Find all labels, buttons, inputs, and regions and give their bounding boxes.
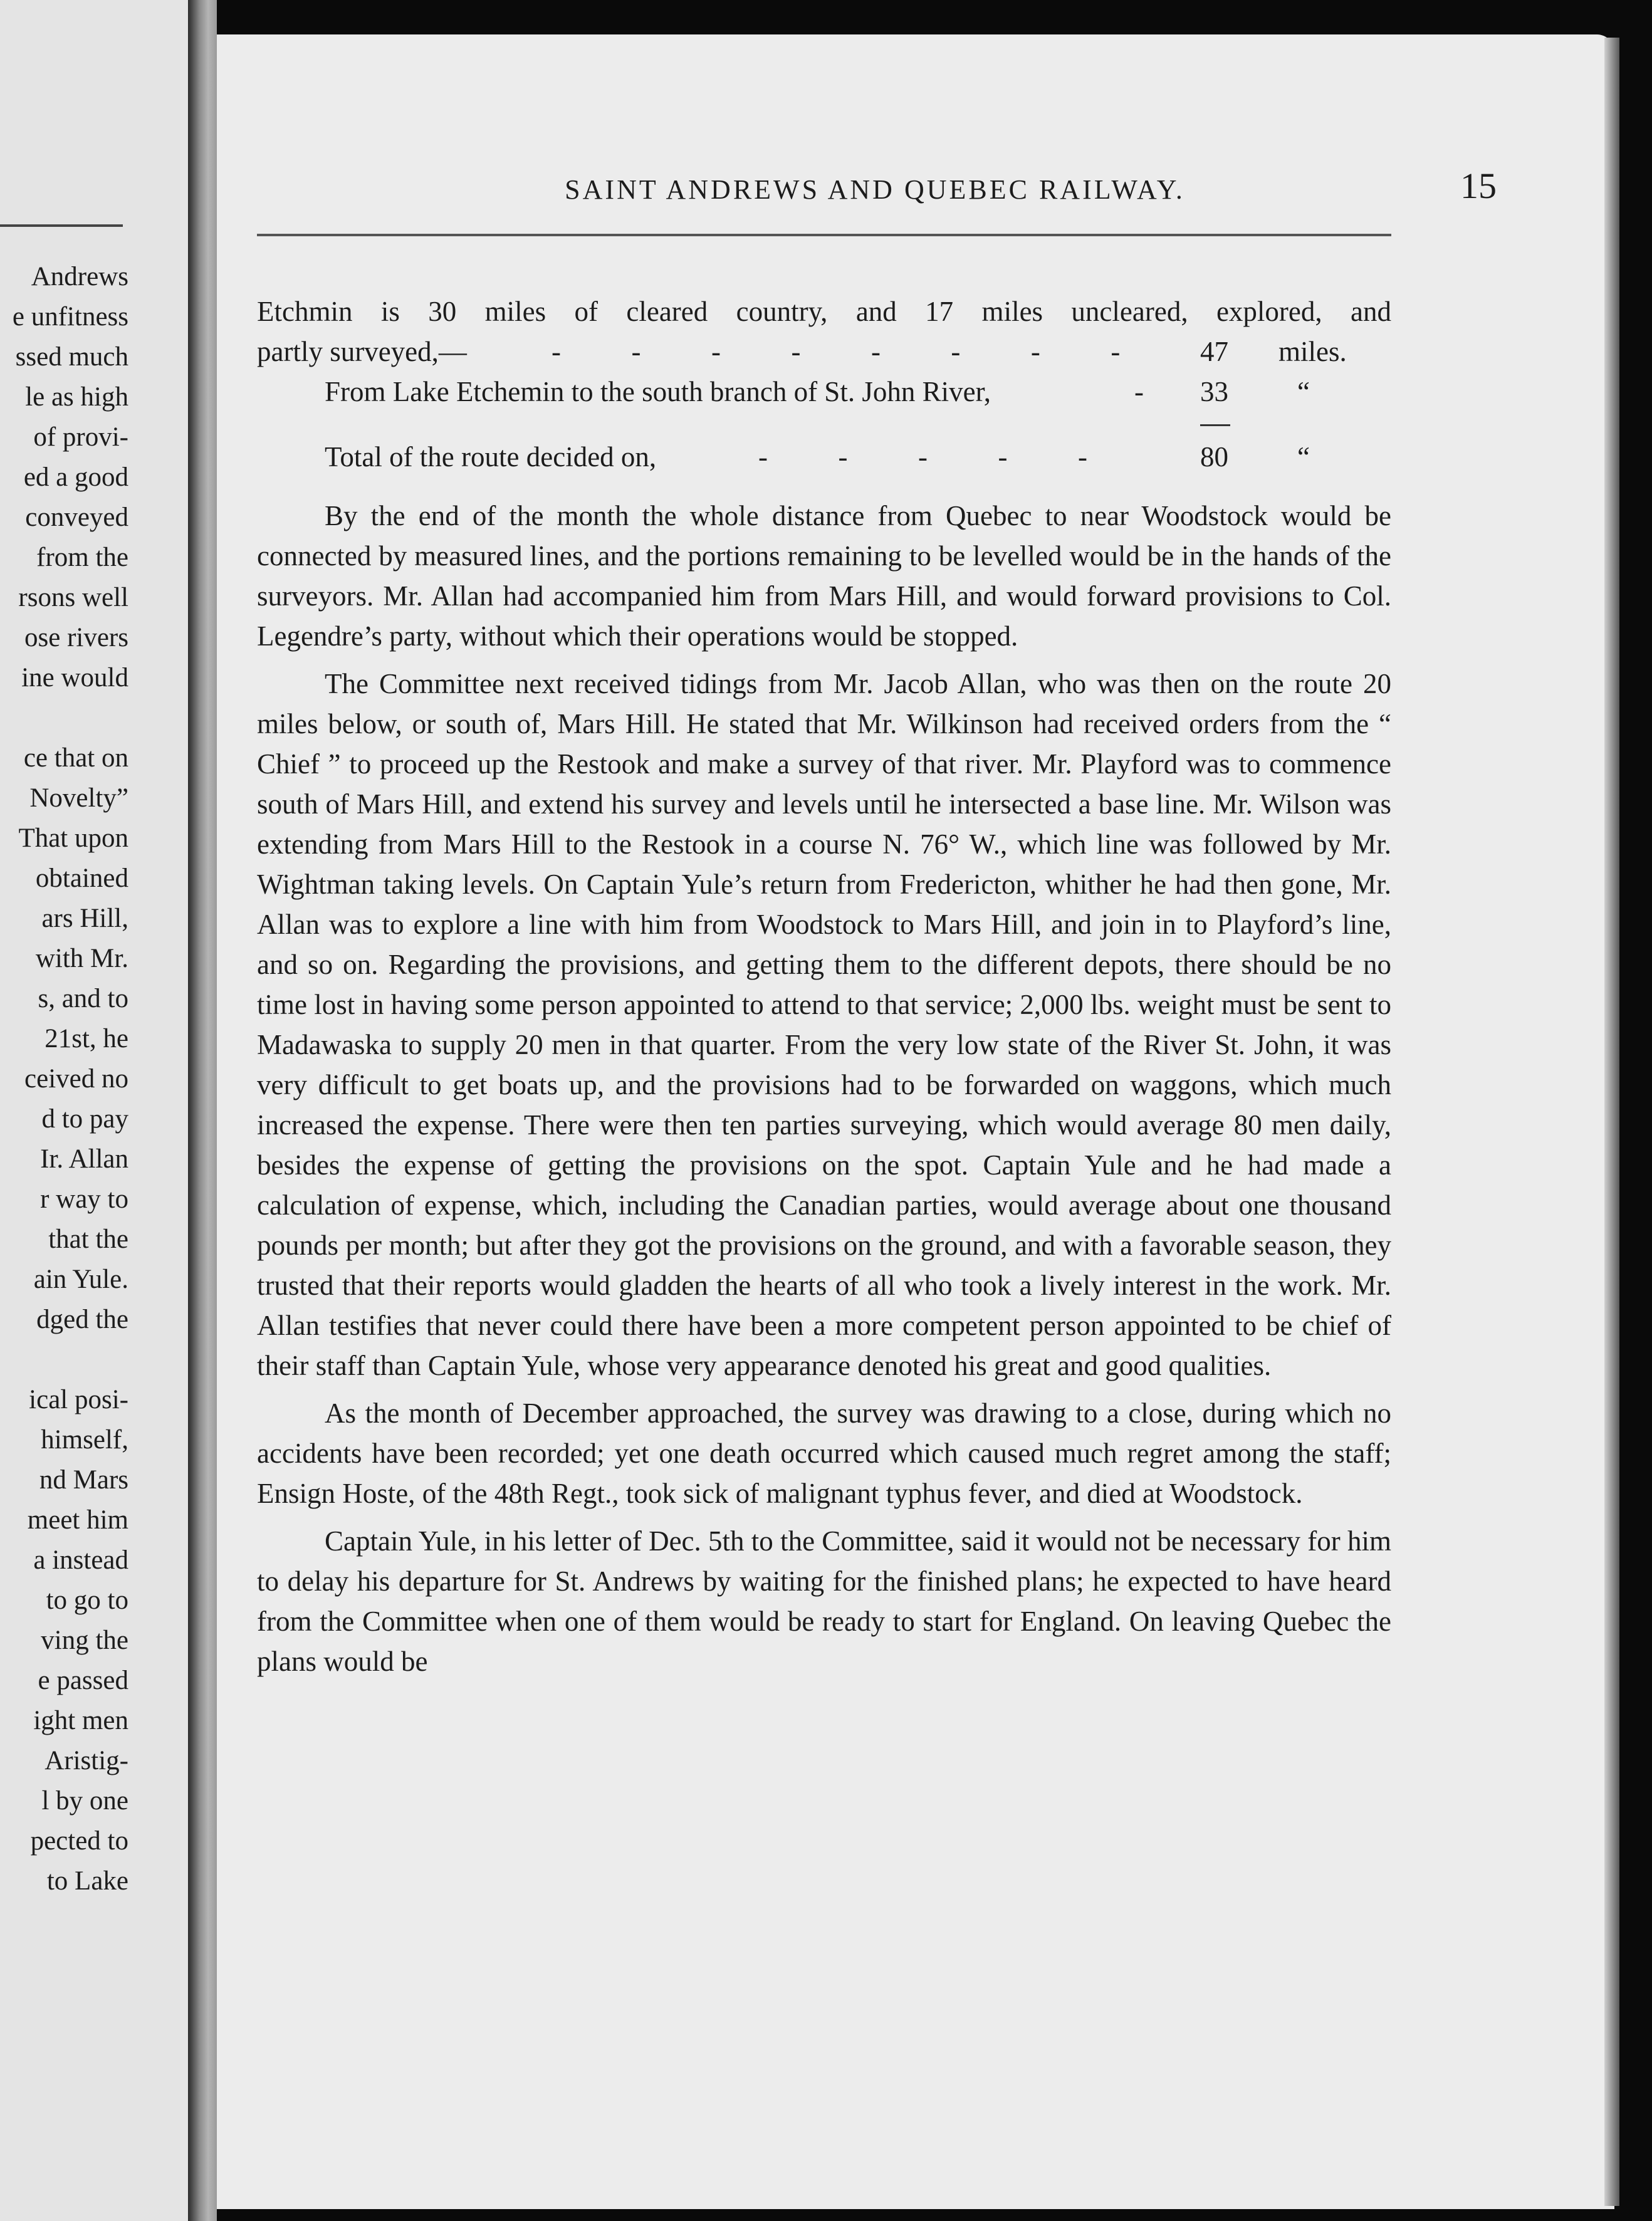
previous-page-line: That upon [18, 823, 128, 853]
previous-page-line: ars Hill, [41, 904, 128, 933]
previous-page-line: to go to [46, 1586, 128, 1615]
row-unit: “ [1297, 376, 1310, 407]
previous-page-line: Ir. Allan [40, 1144, 128, 1174]
paragraph: By the end of the month the whole distance from Quebec to near Woodstock would be connected by measured lines, and the portions remaining to be levelled would be in the hands of the surveyors. Mr. Allan had accompanied him from Mars Hill, and would forward provisions to Col. Legendre’s party, without which their operations would be stopped. [257, 500, 1391, 652]
previous-page-text [0, 257, 128, 1901]
leader-dots: - [1134, 376, 1144, 407]
previous-page-line: himself, [41, 1425, 128, 1455]
row-label: Total of the route decided on, [325, 441, 657, 473]
previous-page-line: obtained [35, 864, 128, 893]
previous-page-line: dged the [36, 1305, 128, 1334]
previous-page-line: r way to [40, 1184, 128, 1214]
leader-dots: - - - - - - - - [552, 336, 1121, 367]
previous-page-line: ose rivers [24, 623, 128, 652]
previous-page-line: rsons well [18, 583, 128, 612]
previous-page-line: meet him [27, 1505, 128, 1535]
previous-page-line: Novelty” [29, 783, 128, 813]
row-label: partly surveyed,— [257, 336, 467, 367]
distance-row-surveyed [257, 332, 1391, 372]
previous-page-line: that the [48, 1225, 128, 1254]
previous-page-line: of provi- [33, 422, 128, 452]
distance-row-lake-etchemin [257, 372, 1391, 412]
sum-rule [1200, 424, 1230, 426]
row-unit: miles. [1278, 336, 1347, 367]
previous-page-line: a instead [33, 1545, 128, 1575]
header-rule [257, 234, 1391, 236]
previous-page-line: with Mr. [35, 944, 128, 973]
distance-intro-line: Etchmin is 30 miles of cleared country, and 17 miles uncleared, explored, and [257, 296, 1391, 327]
previous-page-edge [0, 0, 188, 2221]
page-number: 15 [1460, 165, 1497, 206]
row-unit: “ [1297, 441, 1310, 473]
previous-page-line: e passed [38, 1666, 128, 1695]
previous-page-line: le as high [25, 382, 128, 412]
previous-page-line: Andrews [31, 262, 128, 291]
page-body [257, 291, 1391, 1681]
row-value: 80 [1200, 441, 1228, 473]
row-label: From Lake Etchemin to the south branch of St. John River, [325, 376, 991, 407]
row-value: 47 [1200, 336, 1228, 367]
previous-page-line: 21st, he [44, 1024, 128, 1053]
previous-page-line: ain Yule. [33, 1265, 128, 1294]
previous-page-line: conveyed [25, 503, 128, 532]
distance-row-total [257, 437, 1391, 477]
previous-page-line [0, 1340, 128, 1380]
previous-page-rule [0, 224, 123, 227]
paragraph: The Committee next received tidings from Mr. Jacob Allan, who was then on the route 20 miles below, or south of, Mars Hill. He stated that Mr. Wilkinson had received orders from the “ Chief ” to proceed up the Restook and make a survey of that river. Mr. Playford was to commence south of Mars Hill, and extend his survey and levels until he intersected a base line. Mr. Wilson was extending from Mars Hill to the Restook in a course N. 76° W., which line was followed by Mr. Wightman taking levels. On Captain Yule’s return from Fredericton, whither he had then gone, Mr. Allan was to explore a line with him from Woodstock to Mars Hill, and join in to Playford’s line, and so on. Regarding the provisions, and getting them to the different depots, there should be no time lost in having some person appointed to attend to that service; 2,000 lbs. weight must be sent to Madawaska to supply 20 men in that quarter. From the very low state of the River St. John, it was very difficult to get boats up, and the provisions had to be forwarded on waggons, which much increased the expense. There were then ten parties surveying, which would average 80 men daily, besides the expense of getting the provisions on the spot. Captain Yule and he had made a calculation of expense, which, including the Canadian parties, would average about one thousand pounds per month; but after they got the provisions on the ground, and with a favorable season, they trusted that their reports would gladden the hearts of all who took a lively interest in the work. Mr. Allan testifies that never could there have been a more competent person appointed to be chief of their staff than Captain Yule, whose very appearance denoted his great and good qualities. [257, 668, 1391, 1381]
previous-page-line: ight men [33, 1706, 128, 1735]
previous-page-line: to Lake [46, 1866, 128, 1896]
distance-table [257, 291, 1391, 477]
previous-page-line: s, and to [38, 984, 128, 1013]
page-edge-shadow [1604, 38, 1619, 2206]
previous-page-line: from the [36, 543, 128, 572]
leader-dots: - - - - - [758, 441, 1087, 473]
previous-page-line: nd Mars [39, 1465, 128, 1495]
previous-page-line: ssed much [15, 342, 128, 372]
previous-page-line: ceived no [24, 1064, 128, 1094]
previous-page-line: ving the [41, 1626, 128, 1655]
paragraph: As the month of December approached, the survey was drawing to a close, during which no accidents have been recorded; yet one death occurred which caused much regret among the staff; Ensign Hoste, of the 48th Regt., took sick of malignant typhus fever, and died at Woodstock. [257, 1398, 1391, 1509]
previous-page-line: ce that on [23, 743, 128, 773]
previous-page-line: ed a good [23, 462, 128, 492]
previous-page-line [0, 698, 128, 738]
previous-page-line: pected to [30, 1826, 128, 1856]
previous-page-line: d to pay [41, 1104, 128, 1134]
row-value: 33 [1200, 376, 1228, 407]
previous-page-line: Aristig- [44, 1746, 128, 1775]
previous-page-line: l by one [41, 1786, 128, 1816]
book-gutter [188, 0, 217, 2221]
paragraph: Captain Yule, in his letter of Dec. 5th to the Committee, said it would not be necessary for him to delay his departure for St. Andrews by waiting for the finished plans; he expected to have heard from the Committee when one of them would be ready to start for England. On leaving Quebec the plans would be [257, 1525, 1391, 1677]
running-title: SAINT ANDREWS AND QUEBEC RAILWAY. [565, 174, 1185, 205]
previous-page-line: ine would [21, 663, 128, 692]
previous-page-line: ical posi- [29, 1385, 128, 1414]
sum-rule-row [257, 412, 1391, 437]
previous-page-line: e unfitness [12, 302, 128, 332]
book-page [217, 34, 1614, 2209]
